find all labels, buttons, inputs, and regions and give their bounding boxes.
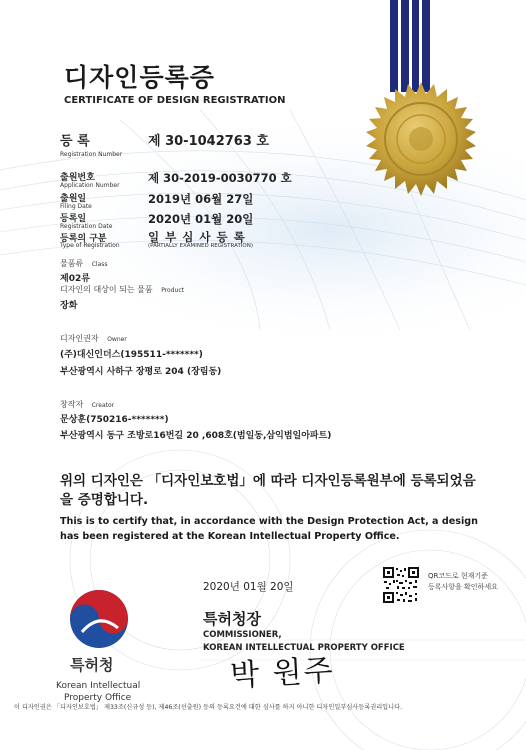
reg-type-label-en: Type of Registration xyxy=(60,242,120,249)
registration-number: 제 30-1042763 호 xyxy=(148,134,269,149)
creator-label: 창작자 xyxy=(60,400,84,409)
registration-type-en: (PARTIALLY EXAMINED REGISTRATION) xyxy=(148,243,254,249)
registration-label: 등 록 xyxy=(60,134,90,149)
certificate-title: 디자인등록증 xyxy=(64,63,215,92)
product-label: 디자인의 대상이 되는 물품 xyxy=(60,285,153,294)
issuer-title: 특허청장 xyxy=(203,610,261,628)
product-label-en: Product xyxy=(161,287,184,294)
class-value: 제02류 xyxy=(60,274,90,284)
gold-seal-icon xyxy=(362,80,480,198)
registration-date: 2020년 01월 20일 xyxy=(148,212,254,226)
kipo-logo-name-en-2: Property Office xyxy=(64,693,132,703)
owner-address: 부산광역시 사하구 장평로 204 (장림동) xyxy=(60,367,222,377)
qr-code-icon xyxy=(382,566,420,604)
filing-label-en: Filing Date xyxy=(60,203,92,210)
registration-label-en: Registration Number xyxy=(60,151,123,158)
product-value: 장화 xyxy=(60,301,78,311)
application-label-en: Application Number xyxy=(60,182,120,189)
owner-name: (주)대신인더스(195511-*******) xyxy=(60,350,203,360)
certification-statement-en: This is to certify that, in accordance with the Design Protection Act, a design has been registered at the Korean Intellectual Property Office. xyxy=(60,516,478,542)
issuer-en-line2: KOREAN INTELLECTUAL PROPERTY OFFICE xyxy=(203,643,405,653)
qr-caption-line2: 등록사항을 확인하세요 xyxy=(428,583,498,591)
owner-label-en: Owner xyxy=(107,336,127,343)
reg-date-label: 등록일 xyxy=(60,214,87,224)
creator-address: 부산광역시 동구 조방로16번길 20 ,608호(범일동,삼익범일아파트) xyxy=(60,431,332,441)
kipo-logo-name-en-1: Korean Intellectual xyxy=(56,681,141,691)
certification-statement-kr: 위의 디자인은 「디자인보호법」에 따라 디자인등록원부에 등록되었음을 증명합니다. xyxy=(60,473,476,508)
issue-date: 2020년 01월 20일 xyxy=(203,581,294,593)
kipo-logo-icon xyxy=(68,588,130,650)
commissioner-signature: 박 원주 xyxy=(229,653,336,694)
kipo-logo-name-kr: 특허청 xyxy=(70,656,114,674)
registration-type: 일 부 심 사 등 록 xyxy=(148,230,246,244)
ribbon-group xyxy=(390,0,430,92)
owner-label: 디자인권자 xyxy=(60,334,99,343)
creator-label-en: Creator xyxy=(91,402,115,409)
footer-note: 이 디자인권은 「디자인보호법」 제33조(신규성 등), 제46조(선출원) 등의 등록요건에 대한 심사를 하지 아니한 디자인일부심사등록권리입니다. xyxy=(14,704,403,711)
application-label: 출원번호 xyxy=(60,173,95,183)
reg-type-label: 등록의 구분 xyxy=(60,234,107,244)
certificate-title-en: CERTIFICATE OF DESIGN REGISTRATION xyxy=(64,95,286,106)
application-number: 제 30-2019-0030770 호 xyxy=(148,171,292,185)
ribbon xyxy=(401,0,409,92)
qr-caption-line1: QR코드로 현재기준 xyxy=(428,572,488,580)
issuer-en-line1: COMMISSIONER, xyxy=(203,630,282,640)
ribbon xyxy=(390,0,398,92)
filing-label: 출원일 xyxy=(60,194,87,204)
reg-date-label-en: Registration Date xyxy=(60,223,113,230)
class-label: 물품류 xyxy=(60,259,84,268)
ribbon xyxy=(422,0,430,92)
filing-date: 2019년 06월 27일 xyxy=(148,192,254,206)
creator-name: 문상훈(750216-*******) xyxy=(60,415,169,425)
ribbon xyxy=(412,0,420,92)
class-label-en: Class xyxy=(91,261,108,268)
